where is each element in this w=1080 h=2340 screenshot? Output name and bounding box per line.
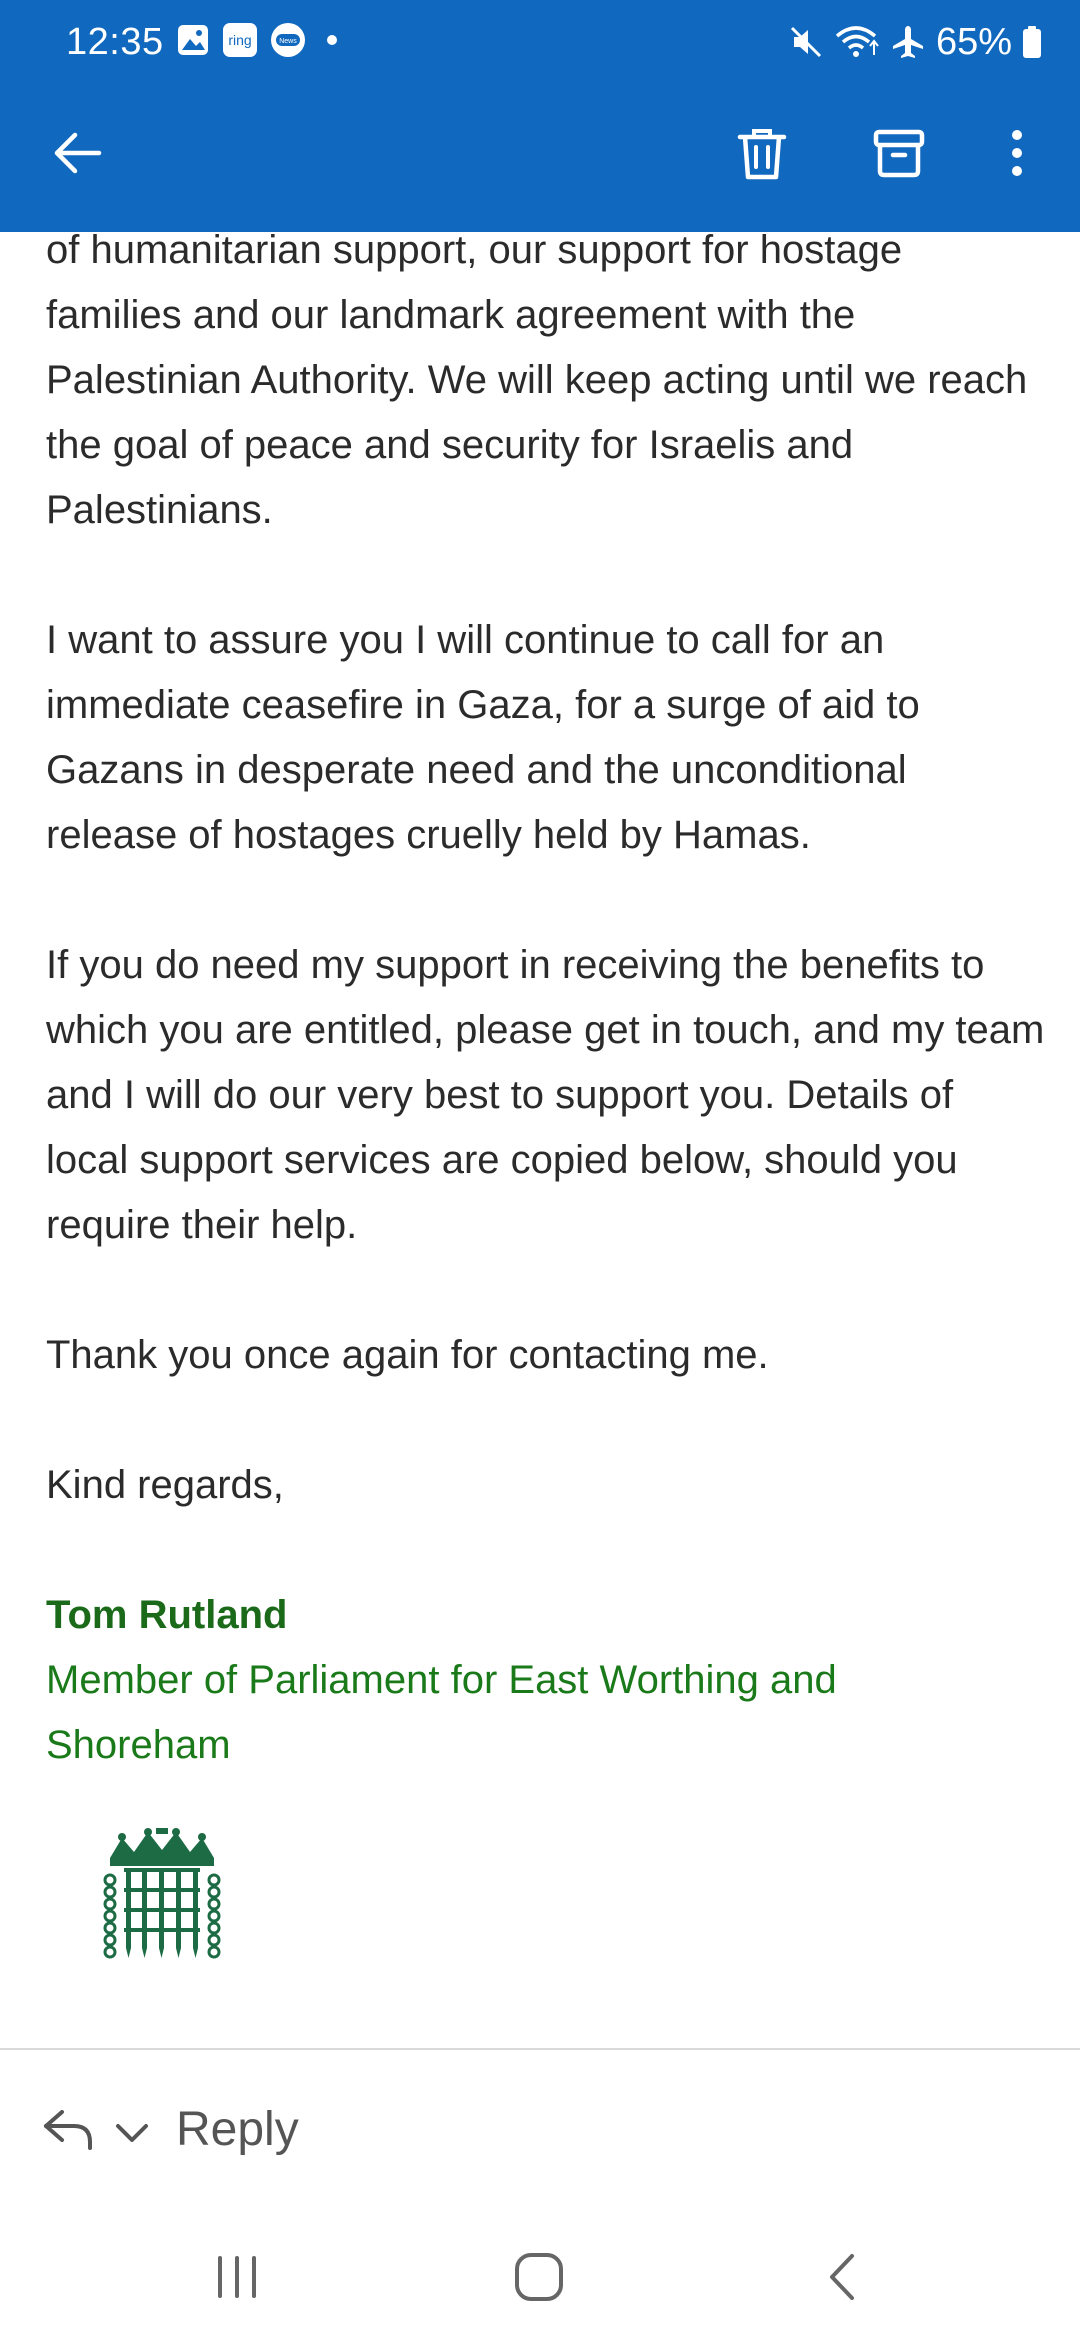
email-body[interactable] (0, 232, 1080, 2048)
mute-icon (788, 24, 824, 60)
signature (46, 1583, 1046, 1962)
signature-title: Member of Parliament for East Worthing and Shoreham (46, 1658, 837, 1767)
nav-back-button[interactable] (816, 2250, 870, 2309)
news-app-icon (270, 22, 306, 58)
gallery-icon (176, 23, 210, 57)
news-app-label: News (279, 38, 297, 45)
portcullis-logo (102, 1828, 222, 1962)
body-paragraph-4: Thank you once again for contacting me. (46, 1333, 769, 1377)
nav-back-icon (816, 2250, 870, 2309)
battery-icon (1022, 25, 1042, 59)
dot-indicator (318, 26, 346, 54)
reply-icon[interactable] (40, 2104, 96, 2159)
top-bar (0, 0, 1080, 232)
more-options-button[interactable] (984, 122, 1050, 188)
recent-apps-button[interactable] (210, 2250, 264, 2309)
wifi-icon (834, 24, 880, 60)
more-options-icon (1002, 123, 1032, 188)
ring-app-icon (222, 22, 258, 58)
notification-icons (176, 22, 346, 58)
back-arrow-icon (47, 123, 107, 188)
signature-name: Tom Rutland (46, 1593, 288, 1637)
email-content (46, 232, 1046, 1962)
archive-button[interactable] (866, 122, 932, 188)
battery-percent: 65% (935, 21, 1012, 63)
body-paragraph-5: Kind regards, (46, 1463, 284, 1507)
reply-bar (0, 2048, 1080, 2214)
navigation-bar (0, 2214, 1080, 2340)
reply-button[interactable]: Reply (176, 2103, 299, 2156)
airplane-icon (890, 24, 926, 60)
status-bar (0, 0, 1080, 84)
delete-button[interactable] (729, 122, 795, 188)
body-paragraph-1: of humanitarian support, our support for hostage families and our landmark agreement with the Palestinian Authority. We will keep acting until we reach the goal of peace and security for Israelis and Palestinians. (46, 232, 1028, 532)
home-icon (512, 2250, 566, 2309)
back-button[interactable] (44, 122, 110, 188)
body-paragraph-2: I want to assure you I will continue to call for an immediate ceasefire in Gaza, for a surge of aid to Gazans in desperate need and the unconditional release of hostages cruelly held by Hamas. (46, 618, 920, 857)
archive-icon (869, 123, 929, 188)
chevron-down-icon[interactable] (112, 2120, 152, 2151)
system-status (788, 18, 1042, 66)
home-button[interactable] (512, 2250, 566, 2309)
recent-apps-icon (210, 2250, 264, 2309)
status-time: 12:35 (66, 21, 164, 63)
body-paragraph-3: If you do need my support in receiving the benefits to which you are entitled, please get in touch, and my team and I will do our very best to support you. Details of local support services are copied below, should you require their help. (46, 943, 1045, 1247)
ring-app-label: ring (228, 32, 252, 48)
app-bar (0, 100, 1080, 210)
delete-icon (732, 123, 792, 188)
